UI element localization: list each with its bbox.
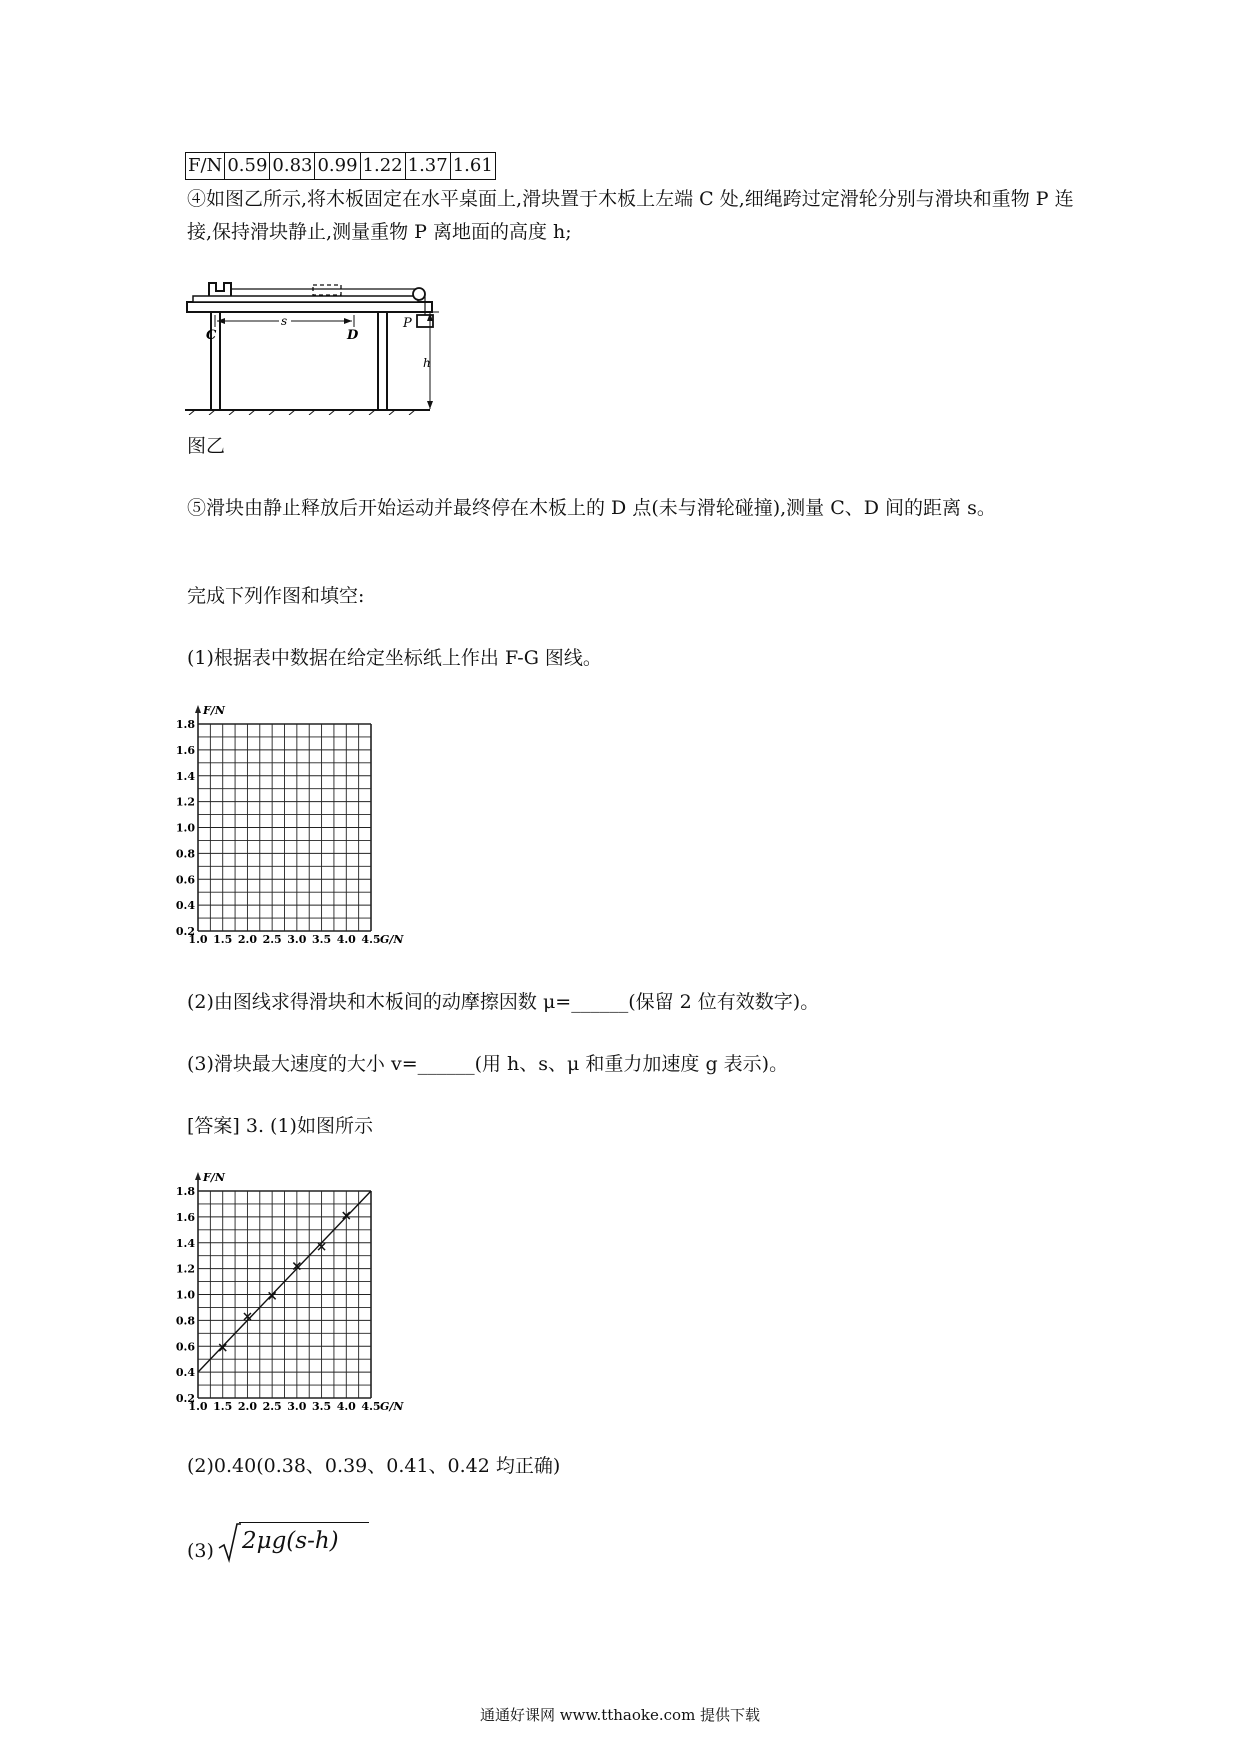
- x-tick-label: 1.5: [213, 1400, 233, 1413]
- question-3: (3)滑块最大速度的大小 v=______(用 h、s、μ 和重力加速度 g 表示)。: [187, 1053, 789, 1075]
- x-tick-label: 1.0: [188, 933, 208, 946]
- table-cell: 0.59: [225, 153, 270, 180]
- x-tick-label: 3.5: [312, 933, 332, 946]
- apparatus-figure: [185, 275, 450, 415]
- y-tick-label: 1.6: [175, 743, 195, 757]
- label-p: P: [403, 316, 412, 331]
- x-tick-label: 2.0: [237, 933, 257, 946]
- y-tick-label: 0.2: [175, 925, 195, 938]
- answer-2: (2)0.40(0.38、0.39、0.41、0.42 均正确): [187, 1455, 561, 1477]
- x-tick-label: 4.5: [361, 933, 381, 946]
- y-axis-arrow-icon: [195, 1172, 201, 1180]
- table-cell: 0.99: [315, 153, 360, 180]
- y-tick-label: 1.4: [175, 1236, 195, 1250]
- y-tick-label: 0.4: [175, 899, 195, 913]
- x-tick-label: 3.0: [287, 1400, 307, 1413]
- step-5-text: ⑤滑块由静止释放后开始运动并最终停在木板上的 D 点(未与滑轮碰撞),测量 C、D 间的距离 s。: [187, 497, 996, 519]
- y-tick-label: 0.6: [175, 1340, 195, 1354]
- y-tick-label: 0.2: [175, 1392, 195, 1405]
- answer-3-formula: 2μg(s-h): [242, 1528, 339, 1554]
- figure-caption: 图乙: [187, 435, 226, 457]
- x-axis-label: G/N: [380, 933, 404, 946]
- slider-block: [209, 283, 231, 296]
- y-tick-label: 0.8: [175, 1314, 195, 1328]
- table-cell: 1.61: [450, 153, 495, 180]
- y-tick-label: 1.0: [175, 821, 195, 835]
- instruction-text: 完成下列作图和填空:: [187, 585, 365, 607]
- x-tick-label: 1.0: [188, 1400, 208, 1413]
- y-tick-label: 1.4: [175, 769, 195, 783]
- answer-f-g-chart: [175, 1167, 435, 1447]
- x-tick-label: 1.5: [213, 933, 233, 946]
- wooden-board: [193, 296, 418, 302]
- table-leg: [378, 312, 387, 410]
- y-axis-label: F/N: [203, 1171, 225, 1184]
- table-top: [187, 302, 432, 312]
- answer-3-prefix: (3): [187, 1540, 214, 1562]
- x-tick-label: 2.5: [262, 933, 282, 946]
- x-tick-label: 3.0: [287, 933, 307, 946]
- label-s: s: [281, 314, 288, 328]
- y-tick-label: 0.4: [175, 1366, 195, 1380]
- x-tick-label: 3.5: [312, 1400, 332, 1413]
- y-tick-label: 1.2: [175, 1262, 195, 1276]
- label-h: h: [423, 356, 431, 370]
- page-footer: 通通好课网 www.tthaoke.com 提供下载: [479, 1706, 761, 1724]
- x-tick-label: 4.0: [336, 1400, 356, 1413]
- label-c: C: [206, 328, 217, 343]
- y-tick-label: 0.6: [175, 873, 195, 887]
- table-row: [186, 153, 496, 180]
- y-tick-label: 1.8: [175, 718, 195, 731]
- y-tick-label: 1.0: [175, 1288, 195, 1302]
- label-d: D: [347, 328, 359, 343]
- answer-3: [187, 1518, 587, 1568]
- table-cell: 1.22: [360, 153, 405, 180]
- pulley: [413, 288, 425, 300]
- y-axis-label: F/N: [203, 704, 225, 717]
- question-2: (2)由图线求得滑块和木板间的动摩擦因数 μ=______(保留 2 位有效数字)。: [187, 991, 820, 1013]
- y-axis-arrow-icon: [195, 705, 201, 713]
- answer-intro: [答案] 3. (1)如图所示: [187, 1115, 373, 1137]
- y-tick-label: 1.6: [175, 1210, 195, 1224]
- y-tick-label: 1.2: [175, 795, 195, 809]
- blank-f-g-chart: [175, 700, 435, 980]
- x-tick-label: 2.5: [262, 1400, 282, 1413]
- table-header-cell: F/N: [186, 153, 225, 180]
- slider-final-position: [313, 285, 341, 295]
- force-data-table: [185, 152, 496, 180]
- x-axis-label: G/N: [380, 1400, 404, 1413]
- x-tick-label: 4.5: [361, 1400, 381, 1413]
- question-1: (1)根据表中数据在给定坐标纸上作出 F-G 图线。: [187, 647, 602, 669]
- table-cell: 1.37: [405, 153, 450, 180]
- y-tick-label: 0.8: [175, 847, 195, 861]
- step-4-text: ④如图乙所示,将木板固定在水平桌面上,滑块置于木板上左端 C 处,细绳跨过定滑轮分别与滑块和重物 P 连接,保持滑块静止,测量重物 P 离地面的高度 h;: [187, 188, 1074, 243]
- sqrt-icon: [217, 1520, 241, 1564]
- table-cell: 0.83: [270, 153, 315, 180]
- x-tick-label: 4.0: [336, 933, 356, 946]
- y-tick-label: 1.8: [175, 1185, 195, 1198]
- x-tick-label: 2.0: [237, 1400, 257, 1413]
